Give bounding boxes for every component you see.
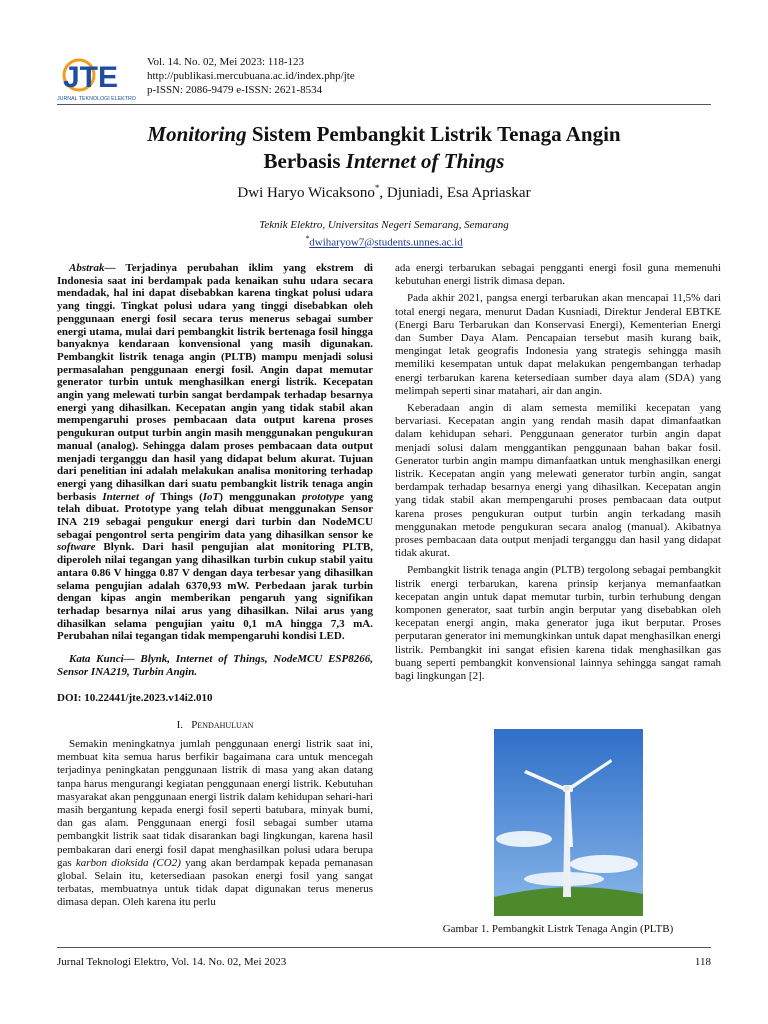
body-paragraph: Pada akhir 2021, pangsa energi terbarukan akan mencapai 11,5% dari total energi negara, menurut Dadan Kusniadi, Direktur Jenderal EBTKE (Energi Baru Terbarukan dan Konservasi Energi), Kementerian Energi dan Sumber Daya Alam. Pencapaian tersebut masih kurang baik, mengingat letak geografis Indonesia yang strategis sehingga masih memiliki kesempatan untuk dapat melakukan pengembangan terhadap energi terbarukan karena ketersediaan sumber daya alam (SDA) yang melimpah seperti sinar matahari, air dan angin.: [395, 292, 721, 397]
footer-journal: Jurnal Teknologi Elektro, Vol. 14. No. 02, Mei 2023: [57, 956, 287, 968]
section-heading-introduction: [57, 719, 373, 732]
affiliation: [57, 218, 711, 250]
journal-url[interactable]: http://publikasi.mercubuana.ac.id/index.php/jte: [147, 70, 355, 82]
intro-paragraph: [57, 738, 373, 910]
section-number: I.: [176, 718, 184, 731]
abstract-text-4: yang telah dibuat. Prototype yang telah dibuat menggunakan Sensor INA 219 sebagai pengukur energi dari turbin dan NodeMCU sebagai pengontrol serta pengirim data yang dihasilkan sensor ke: [57, 490, 373, 541]
logo-letters: JTE: [63, 61, 119, 94]
email-mark: *: [305, 234, 310, 243]
page-number: 118: [694, 956, 711, 968]
title-text-2: Berbasis: [263, 149, 346, 173]
abstract-text-2: Things (: [154, 490, 203, 503]
header-divider: [57, 104, 711, 105]
intro-text-2: yang akan berdampak kepada pemanasan global. Selain itu, ketersediaan pasokan energi fosil yang sangat terbatas, membuatnya untuk tidak dapat digunakan terus menerus dimasa depan. Oleh karena itu perlu: [57, 856, 373, 909]
paper-title: [57, 121, 711, 175]
abstract-text-3: ) menggunakan: [219, 490, 302, 503]
intro-text-1: Semakin meningkatnya jumlah penggunaan energi listrik saat ini, membuat kita semua harus berfikir bagaimana cara untuk mencegah terjadinya peningkatan penggunaan listrik di masa yang akan datang tanpa harus mengurangi kegiatan penggunaan energi listrik. Kebutuhan masyarakat akan penggunaan energi listrik dalam kehidupan sehari-hari masih bergantung kepada energi fosil seperti batubara, minyak bumi, dan gas alam. Penggunaan energi fosil sebagai sumber utama pembangkit listrik saat tidak disarankan bagi lingkungan, karena hasil pembakaran dari energi fosil dapat menghasilkan polusi udara berupa gas: [57, 737, 373, 869]
right-column: [395, 262, 721, 683]
footer-divider: [57, 947, 711, 948]
abstract-italic-prototype: prototype: [301, 490, 345, 503]
keywords: Kata Kunci— Blynk, Internet of Things, NodeMCU ESP8266, Sensor INA219, Turbin Angin.: [57, 653, 373, 679]
title-italic-2: Internet of Things: [345, 149, 505, 173]
title-italic-1: Monitoring: [147, 122, 247, 146]
title-text-1: Sistem Pembangkit Listrik Tenaga Angin: [246, 122, 621, 146]
author-email-link[interactable]: dwiharyow7@students.unnes.ac.id: [309, 236, 463, 249]
body-paragraph: Pembangkit listrik tenaga angin (PLTB) tergolong sebagai pembangkit listrik energi terbarukan, karena prinsip kerjanya memanfaatkan kecepatan angin untuk dapat memutar turbin, turbin terhubung dengan komponen generator, saat turbin angin berputar yang disebabkan oleh kecepatan energi angin, maka generator juga ikut berputar. Proses perputaran generator ini memungkinkan untuk dapat menghasilkan energi listrik. Pembangkit ini sangat efisien karena tidak menghasilkan gas buang seperti pembangkit konvensional lainnya sehingga sangat ramah bagi lingkungan [2].: [395, 564, 721, 683]
wind-turbine-photo: [494, 729, 643, 916]
journal-logo: [57, 55, 141, 103]
abstract: [57, 262, 373, 643]
abstract-italic-software: software: [57, 541, 96, 554]
body-paragraph-continued: ada energi terbarukan sebagai pengganti energi fosil guna memenuhi kebutuhan energi listrik dimasa depan.: [395, 262, 721, 288]
figure-caption: Gambar 1. Pembangkit Listrk Tenaga Angin (PLTB): [442, 923, 674, 935]
issn-line: p-ISSN: 2086-9479 e-ISSN: 2621-8534: [147, 84, 323, 96]
abstract-text-5: Blynk. Dari hasil pengujian alat monitoring PLTB, diperoleh nilai tegangan yang dihasilkan turbin cukup stabil yaitu antara 0.86 V hingga 0.87 V dengan daya terbesar yang dihasilkan selama pengujian adalah 6370,93 mW. Perbedaan jarak turbin dengan kipas angin memberikan pengaruh yang signifikan terhadap besarnya nilai arus yang dihasilkan. Nilai arus yang dihasilkan selama pengujian yaitu 0,1 mA hingga 7,3 mA. Perubahan nilai tegangan tidak mempengaruhi kondisi LED.: [57, 541, 373, 643]
corresponding-mark: *: [374, 183, 380, 193]
volume-line: Vol. 14. No. 02, Mei 2023: 118-123: [147, 56, 305, 68]
abstract-italic-iot: Internet of: [102, 490, 155, 503]
affiliation-dept: Teknik Elektro, Universitas Negeri Semarang, Semarang: [259, 219, 509, 231]
abstract-italic-abbr: IoT: [202, 490, 220, 503]
journal-info: [147, 55, 355, 97]
doi[interactable]: DOI: 10.22441/jte.2023.v14i2.010: [57, 691, 213, 704]
logo-subtitle: JURNAL TEKNOLOGI ELEKTRO: [57, 96, 136, 102]
body-paragraph: Keberadaan angin di alam semesta memiliki kecepatan yang bervariasi. Kecepatan angin yang rendah masih dapat dimanfaatkan dalam kehidupan sehari. Penggunaan generator turbin angin dapat menjadi solusi dalam menggantikan penggunaan bahan bakar fosil. Generator turbin angin mampu dimanfaatkan untuk menghasilkan energi listrik. Kecepatan angin yang melewati generator turbin angin, sangat berdampak terhadap besarnya energi yang dihasilkan. Kecepatan angin yang tidak stabil akan mempengaruhi proses pembacaan data output karena proses pengukuran output turbin angin terkadang masih menggunakan metode pengukuran secara analog (manual). Akibatnya proses pembacaan data output menjadi terganggu dan hasil yang didapat tidak akurat.: [395, 402, 721, 560]
author-list: [57, 183, 711, 202]
left-column: [57, 262, 373, 910]
section-title: Pendahuluan: [191, 718, 254, 731]
abstract-label: Abstrak: [69, 262, 105, 274]
co-authors: , Djuniadi, Esa Apriaskar: [379, 185, 531, 201]
intro-italic-co2: karbon dioksida (CO2): [75, 856, 181, 869]
first-author: Dwi Haryo Wicaksono: [237, 185, 375, 201]
abstract-text-1: — Terjadinya perubahan iklim yang ekstrem di Indonesia saat ini berdampak pada kenaikan suhu udara secara mendadak, hal ini dapat disebabkan karena tingkat polusi udara yang tinggi. Tingkat polusi udara yang tinggi disebabkan oleh penggunaan energi fosil secara terus menerus sebagai sumber energi utama, mulai dari pembangkit listrik bertenaga fosil hingga banyaknya kendaraan konvensional yang masih digunakan. Pembangkit listrik tenaga angin (PLTB) mampu menjadi solusi permasalahan penggunaan energi fosil. Angin dapat memutar generator turbin untuk menghasilkan energi listrik. Kecepatan angin yang melewati turbin sangat berdampak terhadap besarnya energi yang dihasilkan. Kecepatan angin yang tidak stabil akan mempengaruhi proses pembacaan data output karena proses pengukuran output turbin angin masih menggunakan pengukuran manual (analog). Sehingga dalam proses pembacaan data output menjadi terganggu dan hasil yang didapat belum akurat. Tujuan dari penelitian ini adalah melakukan analisa monitoring terhadap energi yang dihasilkan dari suatu pembangkit listrik tenaga angin berbasis: [57, 262, 373, 503]
